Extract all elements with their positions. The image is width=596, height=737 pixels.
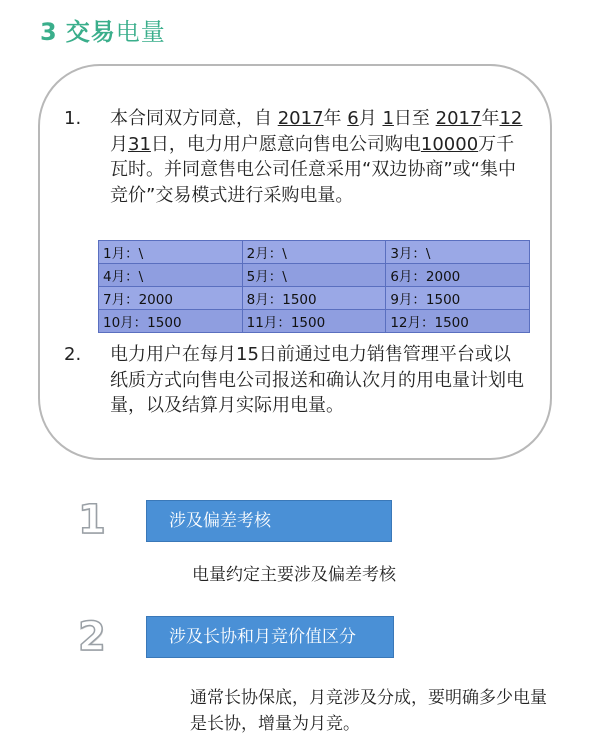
table-cell: 8月：1500	[242, 287, 386, 310]
item-index: 2.	[64, 344, 82, 365]
step-number-1: 1	[78, 497, 106, 543]
monthly-volume-table	[98, 240, 530, 333]
text-part-underlined: 2017	[277, 108, 324, 129]
item-text: 电力用户在每月15日前通过电力销售管理平台或以纸质方式向售电公司报送和确认次月的用电量计划电量，以及结算月实际用电量。	[110, 344, 524, 416]
contract-item-1	[64, 106, 524, 208]
table-cell: 11月：1500	[242, 310, 386, 333]
table-cell: 4月：\	[99, 264, 243, 287]
table-row	[99, 287, 530, 310]
step-number-2: 2	[78, 614, 106, 660]
text-part: 本合同双方同意，自	[110, 108, 278, 129]
text-part: 万千瓦时。并同意售电公司任意采用“双边协商”或“集中竞价”交易模式进行采购电量。	[110, 133, 516, 206]
table-row	[99, 264, 530, 287]
table-row	[99, 241, 530, 264]
text-part-underlined: 1	[382, 108, 394, 129]
text-part: 年	[481, 108, 500, 129]
text-part: 日至	[393, 108, 436, 129]
contract-item-2	[64, 342, 524, 419]
table-cell: 1月：\	[99, 241, 243, 264]
table-cell: 12月：1500	[386, 310, 530, 333]
text-part-underlined: 2017	[435, 108, 482, 129]
table-cell: 7月：2000	[99, 287, 243, 310]
step-2-description: 通常长协保底，月竞涉及分成，要明确多少电量是长协，增量为月竞。	[190, 688, 547, 734]
text-part: 日，电力用户愿意向售电公司购电	[150, 133, 421, 155]
item-text	[110, 106, 524, 208]
contract-card	[38, 64, 552, 460]
text-part-underlined: 31	[128, 133, 151, 155]
table-cell: 6月：2000	[386, 264, 530, 287]
step-1-bar: 涉及偏差考核	[146, 500, 392, 542]
text-part-underlined: 12	[499, 108, 523, 129]
table-cell: 10月：1500	[99, 310, 243, 333]
table-row	[99, 310, 530, 333]
text-part: 月	[358, 108, 383, 129]
text-part-underlined: 10000	[420, 133, 479, 155]
section-title-bold: 交易	[65, 18, 116, 46]
section-number: 3	[40, 18, 58, 46]
table-cell: 9月：1500	[386, 287, 530, 310]
table-cell: 2月：\	[242, 241, 386, 264]
table-cell: 5月：\	[242, 264, 386, 287]
section-title-light: 电量	[115, 18, 166, 46]
step-1-description: 电量约定主要涉及偏差考核	[192, 565, 396, 585]
text-part: 月	[110, 133, 128, 155]
step-2-bar: 涉及长协和月竞价值区分	[146, 616, 394, 658]
text-part: 年	[323, 108, 348, 129]
text-part-underlined: 6	[347, 108, 359, 129]
table-cell: 3月：\	[386, 241, 530, 264]
section-title	[40, 12, 166, 47]
item-index: 1.	[64, 108, 82, 129]
